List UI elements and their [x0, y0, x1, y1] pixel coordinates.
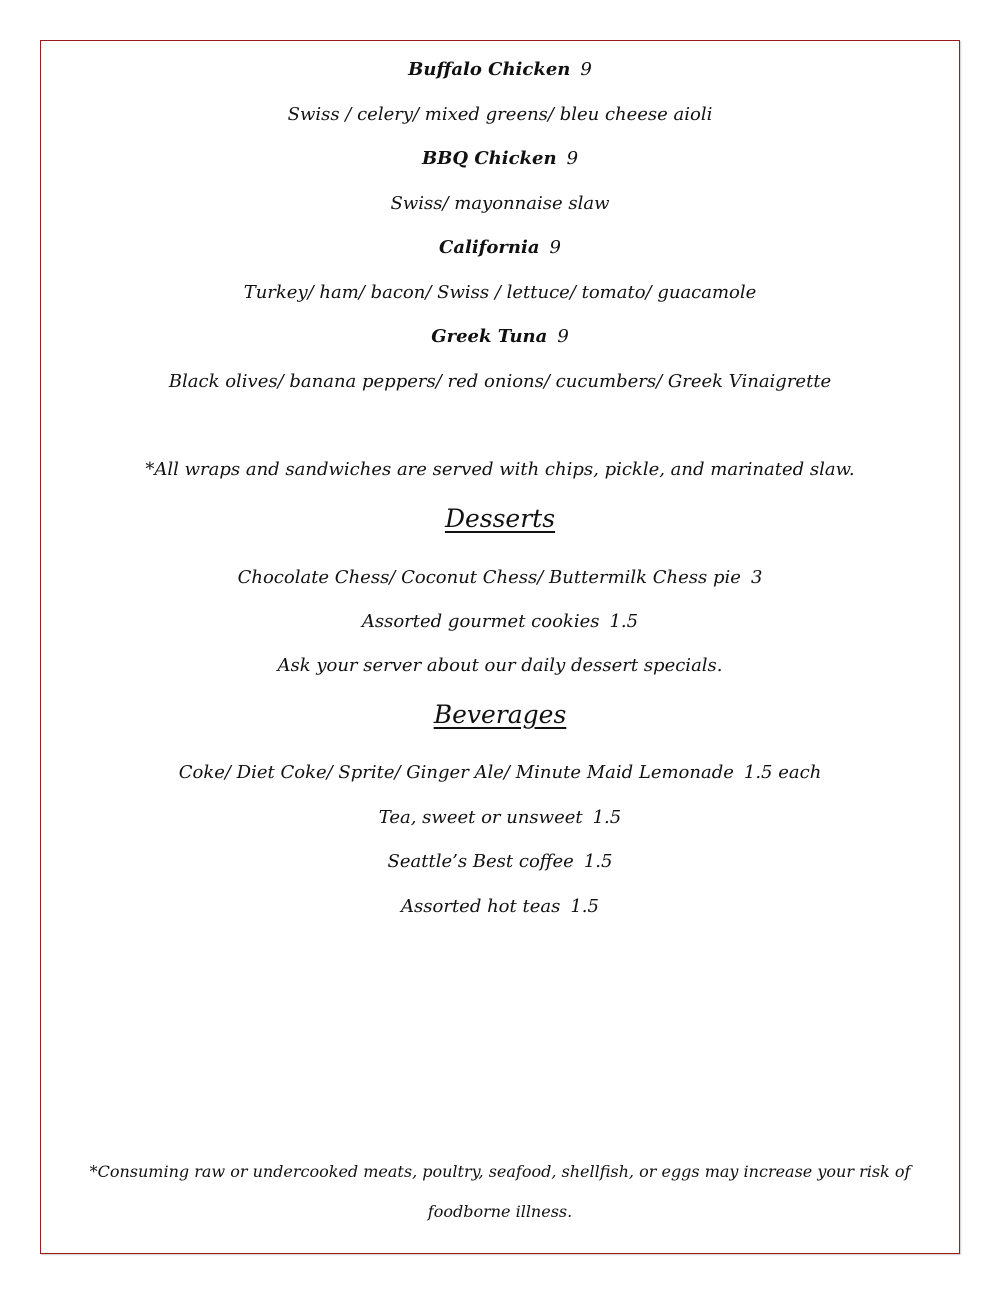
beverage-item	[0, 761, 1000, 785]
item-description: Black olives/ banana peppers/ red onions/ cucumbers/ Greek Vinaigrette	[168, 371, 832, 392]
beverage-item	[0, 806, 1000, 830]
item-price: 9	[580, 59, 592, 80]
item-text: Tea, sweet or unsweet	[378, 807, 583, 828]
item-name: Greek Tuna	[431, 326, 548, 347]
dessert-item	[0, 566, 1000, 590]
item-price: 9	[557, 326, 569, 347]
item-price: 1.5	[592, 807, 622, 828]
beverages-heading: Beverages	[433, 700, 567, 729]
item-name: BBQ Chicken	[421, 148, 557, 169]
item-price: 1.5 each	[743, 762, 822, 783]
item-text: Assorted gourmet cookies	[361, 611, 600, 632]
menu-item-bbq-chicken	[0, 147, 1000, 171]
item-description: Swiss / celery/ mixed greens/ bleu cheese aioli	[287, 104, 713, 125]
item-price: 9	[566, 148, 579, 169]
menu-item-california	[0, 236, 1000, 260]
item-text: Coke/ Diet Coke/ Sprite/ Ginger Ale/ Minute Maid Lemonade	[178, 762, 734, 783]
dessert-item	[0, 610, 1000, 634]
disclaimer-line-1: *Consuming raw or undercooked meats, poultry, seafood, shellfish, or eggs may increase your risk of	[89, 1162, 911, 1181]
item-text: Assorted hot teas	[401, 896, 561, 917]
item-description: Turkey/ ham/ bacon/ Swiss / lettuce/ tomato/ guacamole	[243, 282, 757, 303]
beverage-item	[0, 895, 1000, 919]
beverage-item	[0, 850, 1000, 874]
menu-item-greek-tuna	[0, 325, 1000, 349]
item-name: California	[439, 237, 540, 258]
item-price: 1.5	[583, 851, 613, 872]
page-border	[40, 40, 960, 1254]
dessert-specials-note: Ask your server about our daily dessert specials.	[277, 655, 723, 676]
item-price: 1.5	[609, 611, 639, 632]
item-text: Seattle’s Best coffee	[387, 851, 574, 872]
item-description: Swiss/ mayonnaise slaw	[390, 193, 610, 214]
disclaimer-line-2: foodborne illness.	[427, 1202, 573, 1221]
desserts-heading: Desserts	[444, 504, 556, 533]
item-name: Buffalo Chicken	[408, 59, 571, 80]
item-price: 9	[549, 237, 561, 258]
item-price: 3	[750, 567, 763, 588]
sides-note: *All wraps and sandwiches are served with chips, pickle, and marinated slaw.	[145, 459, 855, 480]
item-text: Chocolate Chess/ Coconut Chess/ Buttermilk Chess pie	[237, 567, 741, 588]
menu-item-buffalo-chicken	[0, 58, 1000, 82]
item-price: 1.5	[570, 896, 599, 917]
